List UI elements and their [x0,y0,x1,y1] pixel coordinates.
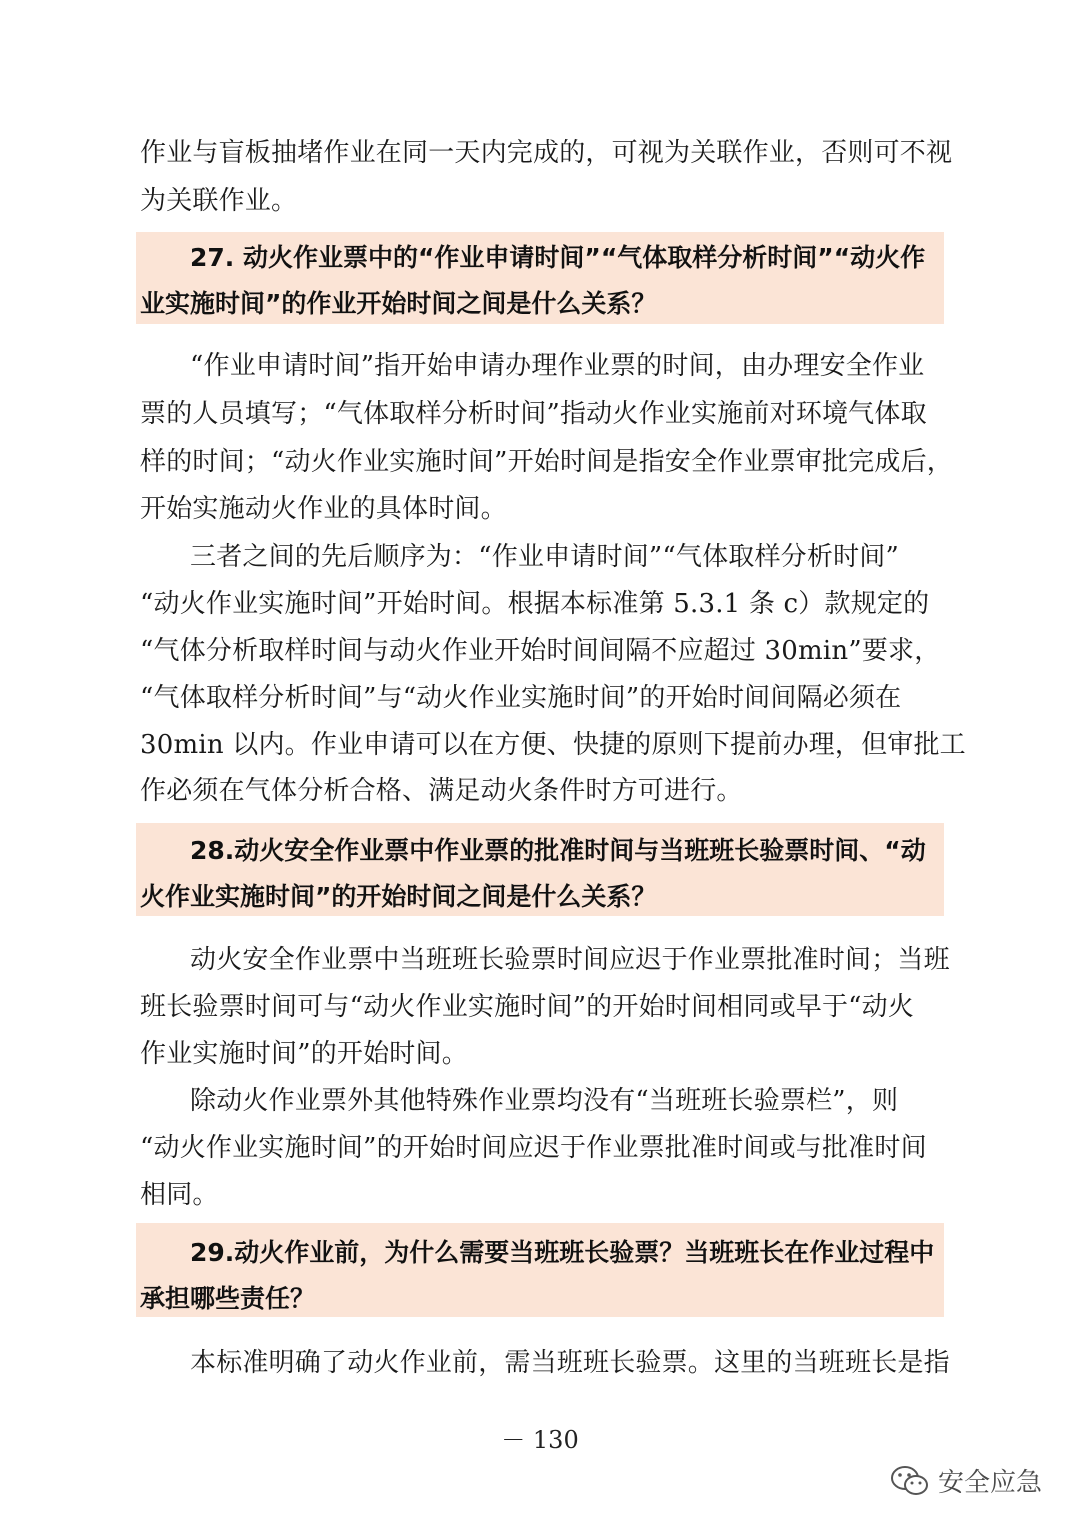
answer-27-line: 30min 以内。作业申请可以在方便、快捷的原则下提前办理，但审批工 [140,730,966,760]
answer-27-line: 三者之间的先后顺序为：“作业申请时间”“气体取样分析时间” [190,542,899,572]
answer-28-line: 班长验票时间可与“动火作业实施时间”的开始时间相同或早于“动火 [140,992,915,1022]
answer-28-line: “动火作业实施时间”的开始时间应迟于作业票批准时间或与批准时间 [140,1133,927,1163]
answer-27-line: 作必须在气体分析合格、满足动火条件时方可进行。 [140,776,743,806]
watermark-text: 安全应急 [938,1468,1043,1498]
answer-28-line: 动火安全作业票中当班班长验票时间应迟于作业票批准时间；当班 [190,945,950,975]
question-27-line: 业实施时间”的作业开始时间之间是什么关系？ [140,289,657,318]
answer-27-line: “动火作业实施时间”开始时间。根据本标准第 5.3.1 条 c）款规定的 [140,589,930,619]
answer-27-line: 票的人员填写；“气体取样分析时间”指动火作业实施前对环境气体取 [140,399,927,429]
question-29-box [136,1223,944,1317]
answer-27-line: “作业申请时间”指开始申请办理作业票的时间，由办理安全作业 [190,351,925,381]
question-27-box [136,232,944,324]
answer-27-line: “气体取样分析时间”与“动火作业实施时间”的开始时间间隔必须在 [140,683,902,713]
answer-28-line: 作业实施时间”的开始时间。 [140,1039,468,1069]
question-29-line: 承担哪些责任？ [140,1284,316,1313]
question-28-line: 火作业实施时间”的开始时间之间是什么关系？ [140,882,657,911]
question-27-line: 27. 动火作业票中的“作业申请时间”“气体取样分析时间”“动火作 [190,243,926,272]
paragraph-line: 为关联作业。 [140,186,298,216]
answer-28-line: 相同。 [140,1180,219,1210]
answer-27-line: 开始实施动火作业的具体时间。 [140,494,507,524]
answer-29-line: 本标准明确了动火作业前，需当班班长验票。这里的当班班长是指 [190,1348,950,1378]
question-28-line: 28.动火安全作业票中作业票的批准时间与当班班长验票时间、“动 [190,836,926,865]
paragraph-line: 作业与盲板抽堵作业在同一天内完成的，可视为关联作业，否则可不视 [140,138,953,168]
wechat-icon [890,1464,930,1498]
question-29-line: 29.动火作业前，为什么需要当班班长验票？当班班长在作业过程中 [190,1238,935,1267]
page-number: － 130 [501,1426,579,1454]
answer-27-line: “气体分析取样时间与动火作业开始时间间隔不应超过 30min”要求， [140,636,941,666]
question-28-box [136,823,944,916]
answer-27-line: 样的时间；“动火作业实施时间”开始时间是指安全作业票审批完成后， [140,447,953,477]
watermark [890,1462,1042,1499]
answer-28-line: 除动火作业票外其他特殊作业票均没有“当班班长验票栏”，则 [190,1086,899,1116]
